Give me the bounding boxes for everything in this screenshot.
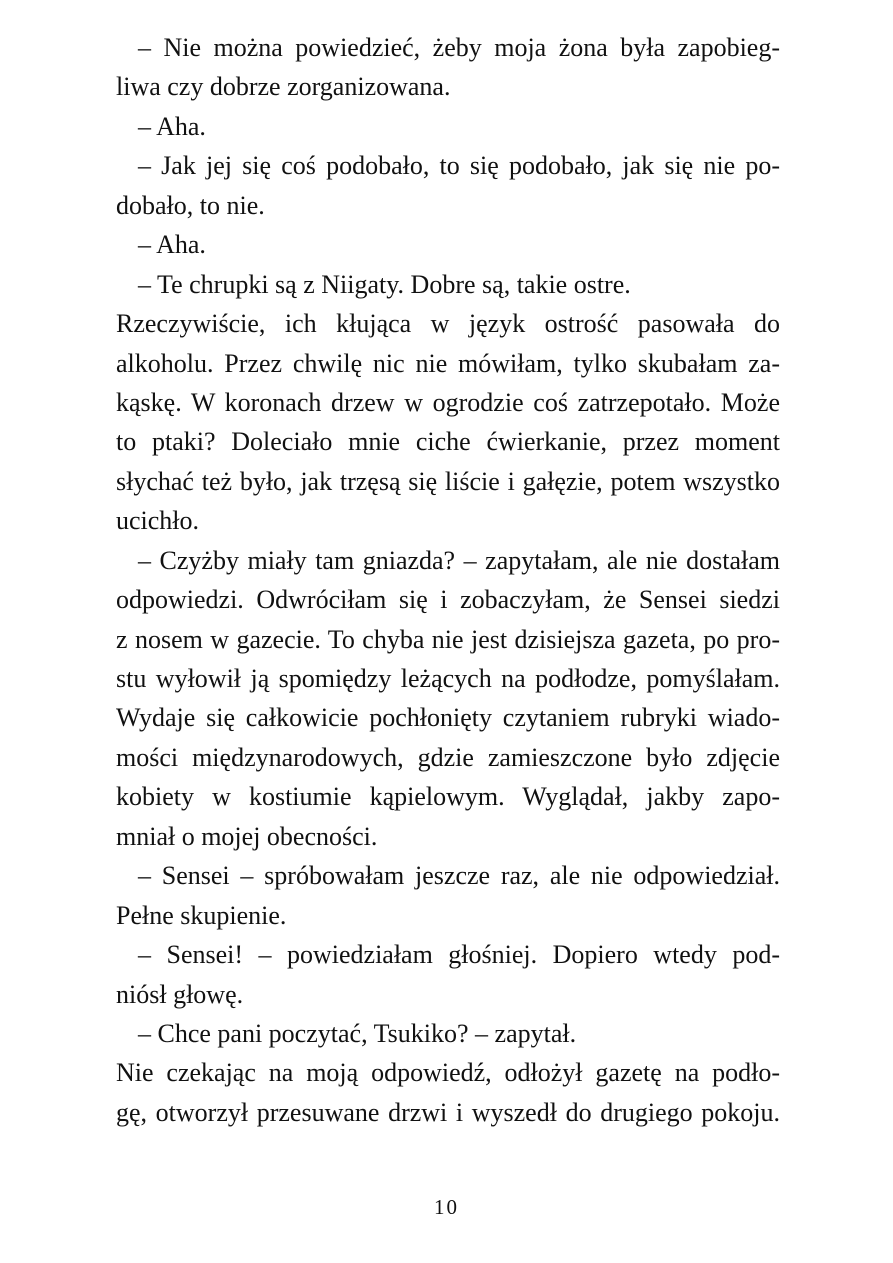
text-line: – Sensei! – powiedziałam głośniej. Dopiero wtedy pod- xyxy=(138,940,780,970)
text-line: słychać też było, jak trzęsą się liście i gałęzie, potem wszystko xyxy=(116,466,780,496)
text-line: – Aha. xyxy=(138,111,206,141)
text-line: – Sensei – spróbowałam jeszcze raz, ale nie odpowiedział. xyxy=(138,861,780,891)
text-line: ucichło. xyxy=(116,506,200,536)
text-line: gę, otworzył przesuwane drzwi i wyszedł do drugiego pokoju. xyxy=(116,1097,780,1127)
text-line: – Te chrupki są z Niigaty. Dobre są, takie ostre. xyxy=(138,269,631,299)
text-line: mniał o mojej obecności. xyxy=(116,821,378,851)
text-line: stu wyłowił ją spomiędzy leżących na podłodze, pomyślałam. xyxy=(116,664,780,693)
text-line: – Chce pani poczytać, Tsukiko? – zapytał. xyxy=(138,1018,577,1048)
text-line: kobiety w kostiumie kąpielowym. Wyglądał, jakby zapo- xyxy=(116,782,780,812)
text-line: Rzeczywiście, ich kłująca w język ostrość pasowała do xyxy=(116,309,780,339)
text-line: alkoholu. Przez chwilę nic nie mówiłam, tylko skubałam za- xyxy=(116,348,780,378)
page-number: 10 xyxy=(434,1195,459,1219)
text-line: – Aha. xyxy=(138,230,206,260)
text-line: Wydaje się całkowicie pochłonięty czytaniem rubryki wiado- xyxy=(116,703,780,733)
text-line: liwa czy dobrze zorganizowana. xyxy=(116,72,451,102)
text-line: Pełne skupienie. xyxy=(116,900,287,930)
text-line: kąskę. W koronach drzew w ogrodzie coś zatrzepotało. Może xyxy=(116,387,780,417)
text-line: – Jak jej się coś podobało, to się podobało, jak się nie po- xyxy=(138,151,780,181)
text-line: odpowiedzi. Odwróciłam się i zobaczyłam, że Sensei siedzi xyxy=(116,585,780,615)
text-line: to ptaki? Doleciało mnie ciche ćwierkanie, przez moment xyxy=(116,427,780,457)
text-line: niósł głowę. xyxy=(116,979,244,1009)
text-line: mości międzynarodowych, gdzie zamieszczone było zdjęcie xyxy=(116,742,780,772)
text-line: dobało, to nie. xyxy=(116,190,265,220)
text-line: – Nie można powiedzieć, żeby moja żona była zapobieg- xyxy=(138,33,780,62)
text-line: z nosem w gazecie. To chyba nie jest dzisiejsza gazeta, po pro- xyxy=(116,624,780,654)
text-line: – Czyżby miały tam gniazda? – zapytałam, ale nie dostałam xyxy=(138,545,780,575)
book-page-text xyxy=(116,28,780,1132)
text-line: Nie czekając na moją odpowiedź, odłożył gazetę na podło- xyxy=(116,1058,780,1088)
